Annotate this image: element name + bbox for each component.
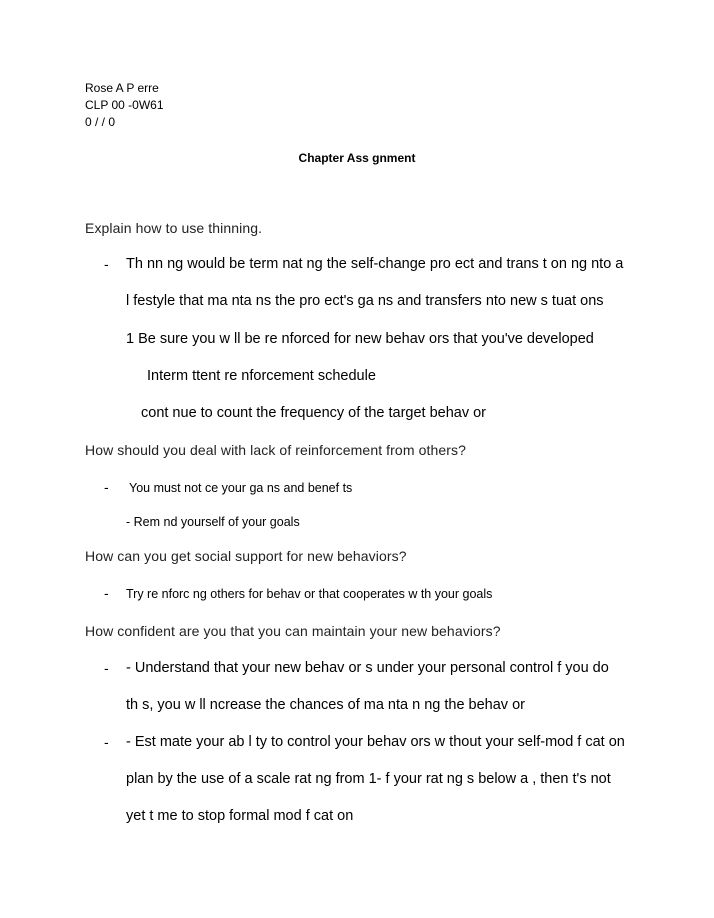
course-code: CLP 00 -0W61 [85,98,164,112]
answer-line: Th nn ng would be term nat ng the self-change pro ect and trans t on ng nto a [126,256,624,272]
answer-line: cont nue to count the frequency of the target behav or [141,405,487,421]
answer-line: - Est mate your ab l ty to control your behav ors w thout your self-mod f cat on [126,734,625,750]
answer-line: Try re nforc ng others for behav or that cooperates w th your goals [126,587,493,601]
answer-line: plan by the use of a scale rat ng from 1- f your rat ng s below a , then t's not [126,771,611,787]
document-title: Chapter Ass gnment [298,151,416,165]
bullet-dash: - [104,479,109,495]
question-heading: Explain how to use thinning. [85,220,263,236]
assignment-date: 0 / / 0 [85,115,116,129]
question-heading: How can you get social support for new behaviors? [85,548,407,564]
question-heading: How should you deal with lack of reinforcement from others? [85,442,466,458]
answer-line: yet t me to stop formal mod f cat on [126,808,354,824]
answer-line: 1 Be sure you w ll be re nforced for new behav ors that you've developed [126,331,594,347]
answer-line: l festyle that ma nta ns the pro ect's ga ns and transfers nto new s tuat ons [126,293,604,309]
answer-line: You must not ce your ga ns and benef ts [129,481,353,495]
answer-line: - Rem nd yourself of your goals [126,515,300,529]
question-heading: How confident are you that you can maintain your new behaviors? [85,623,501,639]
answer-line: th s, you w ll ncrease the chances of ma nta n ng the behav or [126,697,525,713]
author-name: Rose A P erre [85,81,159,95]
bullet-dash: - [104,256,109,272]
bullet-dash: - [104,734,109,750]
bullet-dash: - [104,660,109,676]
answer-line: Interm ttent re nforcement schedule [147,368,376,384]
bullet-dash: - [104,585,109,601]
answer-line: - Understand that your new behav or s under your personal control f you do [126,660,609,676]
